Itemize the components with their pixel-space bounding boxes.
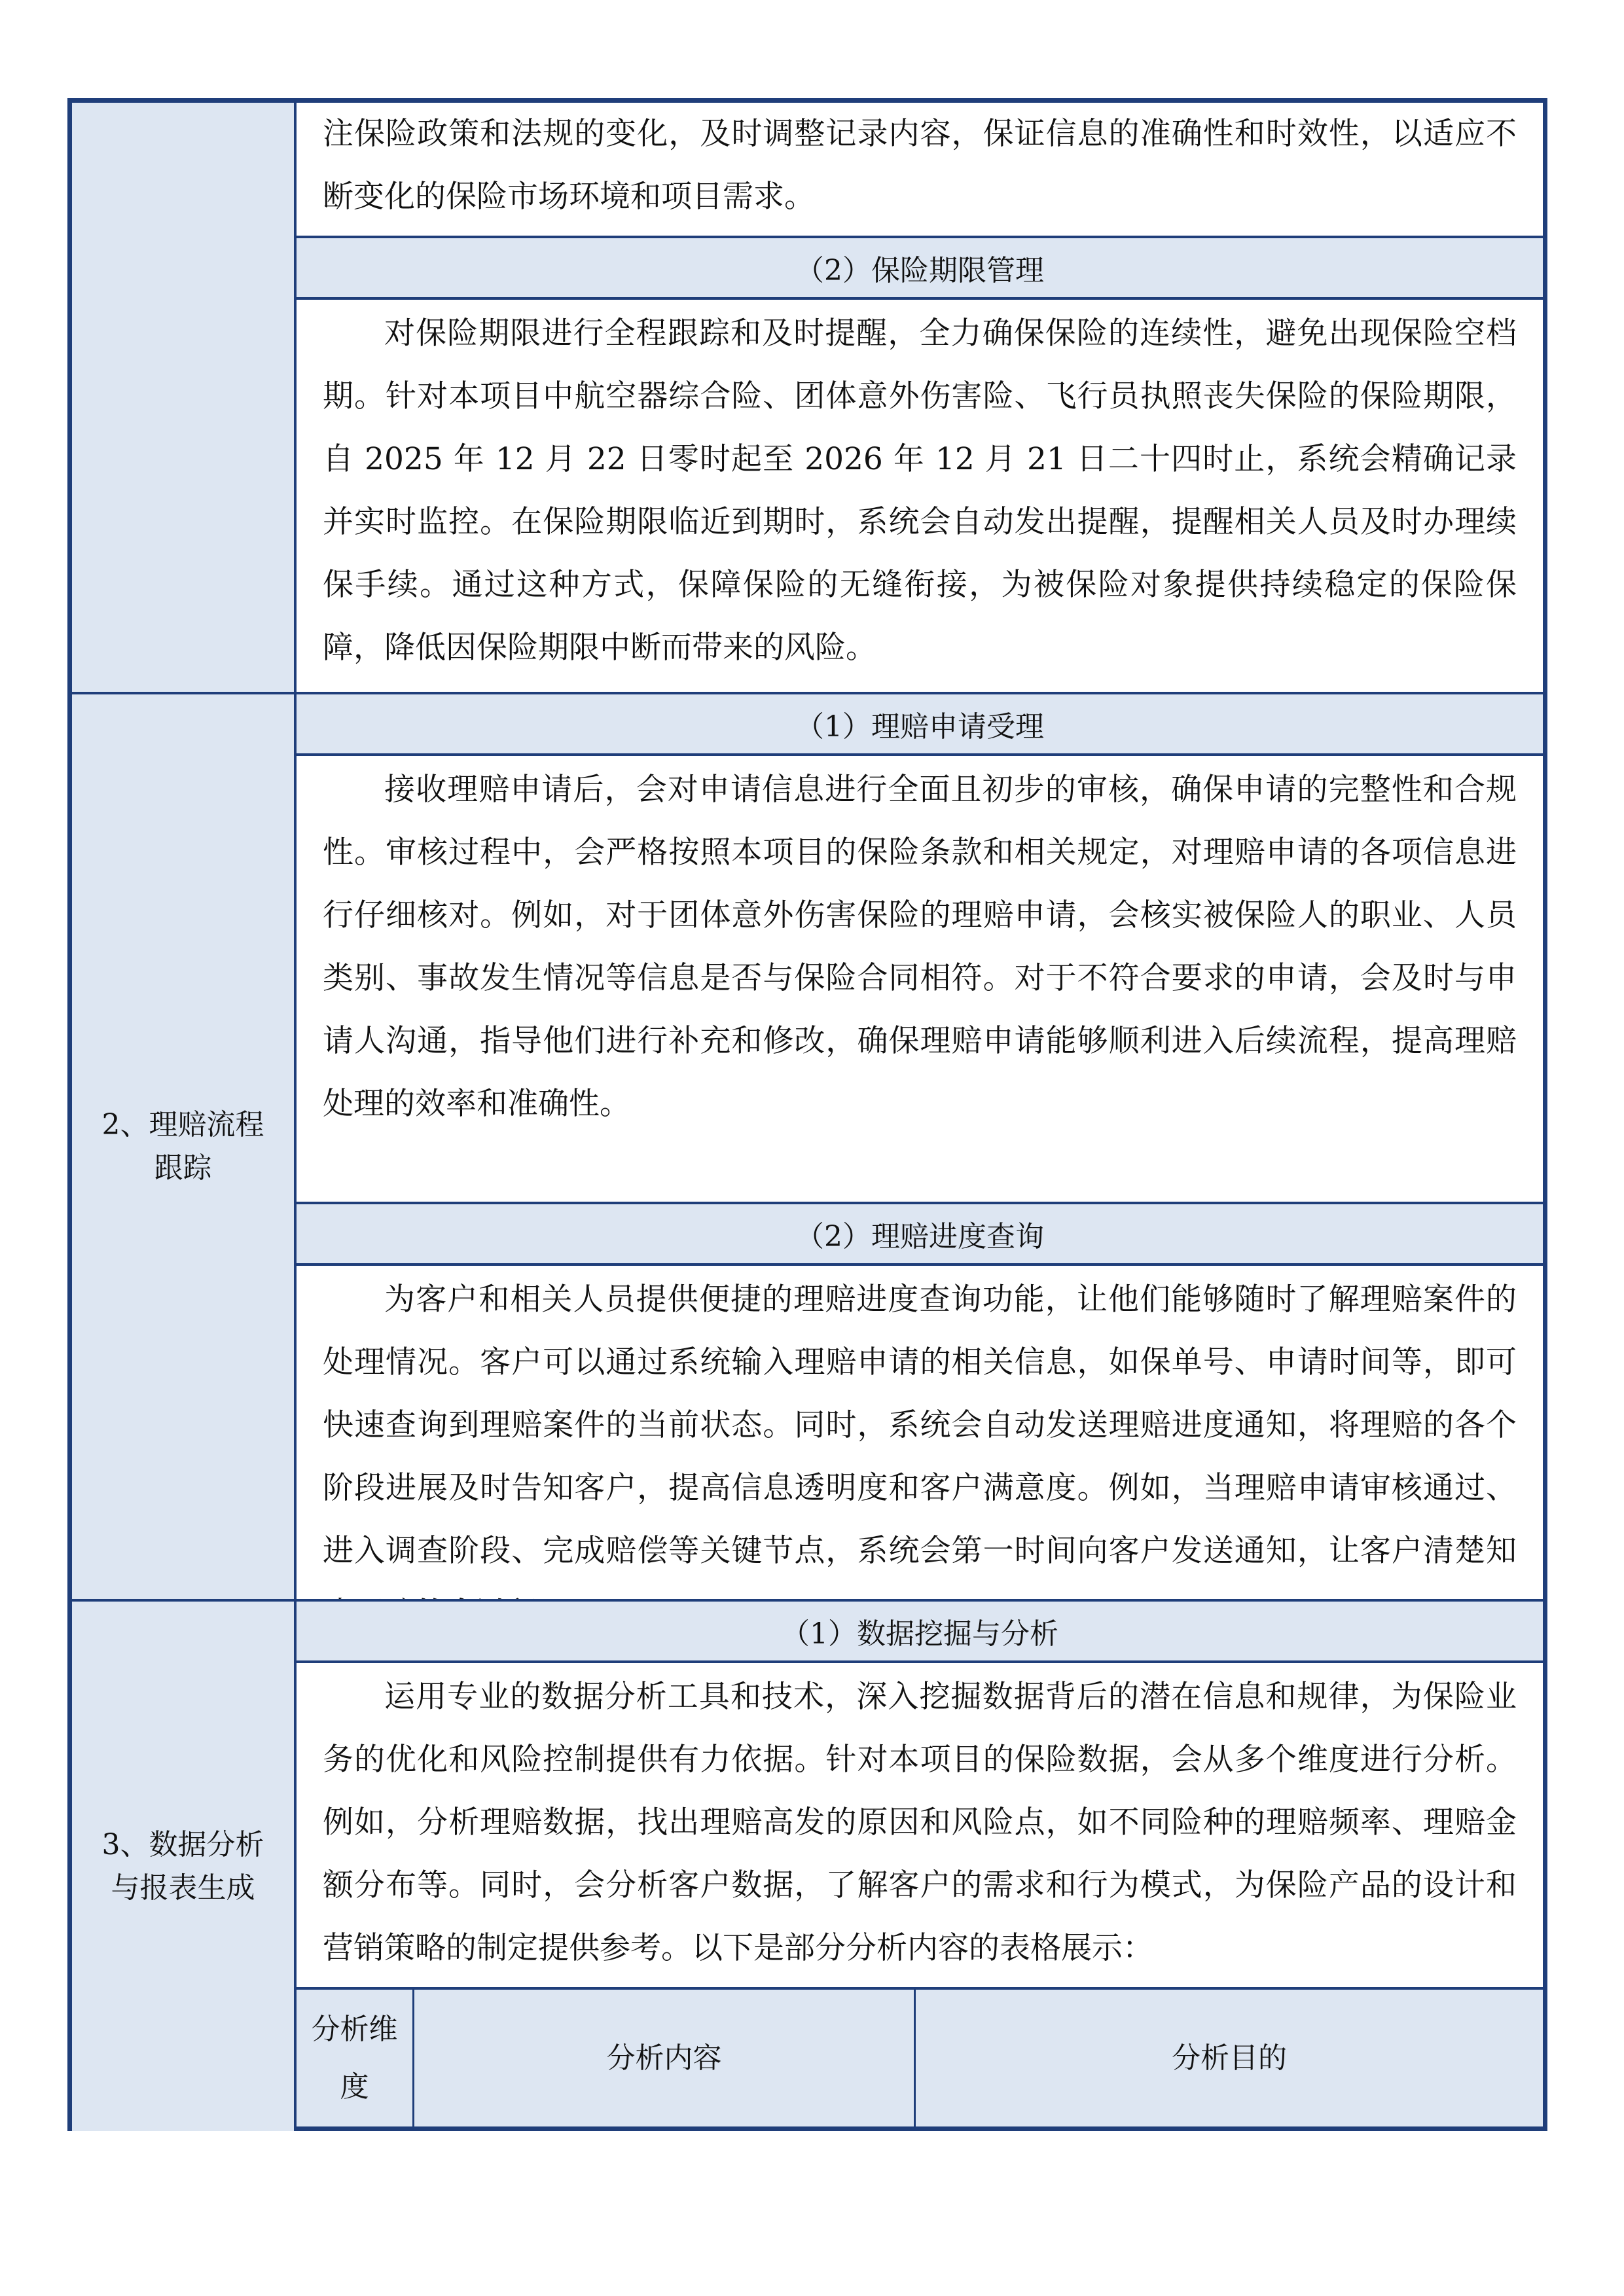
section-3-item-1-text: 运用专业的数据分析工具和技术，深入挖掘数据背后的潜在信息和规律，为保险业务的优化和风险控制提供有力依据。针对本项目的保险数据，会从多个维度进行分析。例如，分析理赔数据，找出理赔高发的原因和风险点，如不同险种的理赔频率、理赔金额分布等。同时，会分析客户数据，了解客户的需求和行为模式，为保险产品的设计和营销策略的制定提供参考。以下是部分分析内容的表格展示： bbox=[297, 1663, 1543, 1990]
section-1-item-2-title: （2）保险期限管理 bbox=[297, 238, 1543, 300]
section-1-item-2-text: 对保险期限进行全程跟踪和及时提醒，全力确保保险的连续性，避免出现保险空档期。针对本项目中航空器综合险、团体意外伤害险、飞行员执照丧失保险的保险期限，自 2025 年 12 月 22 日零时起至 2026 年 12 月 21 日二十四时止，系统会精确记录并实时监控。在保险期限临近到期时，系统会自动发出提醒，提醒相关人员及时办理续保手续。通过这种方式，保障保险的无缝衔接，为被保险对象提供持续稳定的保险保障，降低因保险期限中断而带来的风险。 bbox=[323, 315, 1517, 666]
section-2-item-2-text: 为客户和相关人员提供便捷的理赔进度查询功能，让他们能够随时了解理赔案件的处理情况。客户可以通过系统输入理赔申请的相关信息，如保单号、申请时间等，即可快速查询到理赔案件的当前状态。同时，系统会自动发送理赔进度通知，将理赔的各个阶段进展及时告知客户，提高信息透明度和客户满意度。例如，当理赔申请审核通过、进入调查阶段、完成赔偿等关键节点，系统会第一时间向客户发送通知，让客户清楚知 bbox=[323, 1282, 1517, 1569]
section-3-item-1-title: （1）数据挖掘与分析 bbox=[297, 1602, 1543, 1663]
table-header-dimension: 分析维度 bbox=[297, 1990, 414, 2126]
table-header-purpose: 分析目的 bbox=[1172, 2041, 1287, 2075]
content-table bbox=[67, 98, 1547, 2131]
section-2-item-1-text: 接收理赔申请后，会对申请信息进行全面且初步的审核，确保申请的完整性和合规性。审核过程中，会严格按照本项目的保险条款和相关规定，对理赔申请的各项信息进行仔细核对。例如，对于团体意外伤害保险的理赔申请，会核实被保险人的职业、人员类别、事故发生情况等信息是否与保险合同相符。对于不符合要求的申请，会及时与申请人沟通，指导他们进行补充和修改，确保理赔申请能够顺利进入后续流程，提高理赔处理的效率和准确性。 bbox=[297, 756, 1543, 1204]
analysis-table-header bbox=[297, 1990, 1543, 2126]
table-header-content: 分析内容 bbox=[414, 1990, 916, 2126]
section-2-item-1-title: （1）理赔申请受理 bbox=[297, 694, 1543, 756]
section-2-item-2-title: （2）理赔进度查询 bbox=[297, 1204, 1543, 1266]
section-label-1 bbox=[72, 103, 297, 692]
section-label-3: 3、数据分析与报表生成 bbox=[72, 1602, 297, 2131]
section-1-intro-text: 注保险政策和法规的变化，及时调整记录内容，保证信息的准确性和时效性，以适应不断变化的保险市场环境和项目需求。 bbox=[297, 103, 1543, 238]
section-label-2: 2、理赔流程跟踪 bbox=[72, 694, 297, 1599]
